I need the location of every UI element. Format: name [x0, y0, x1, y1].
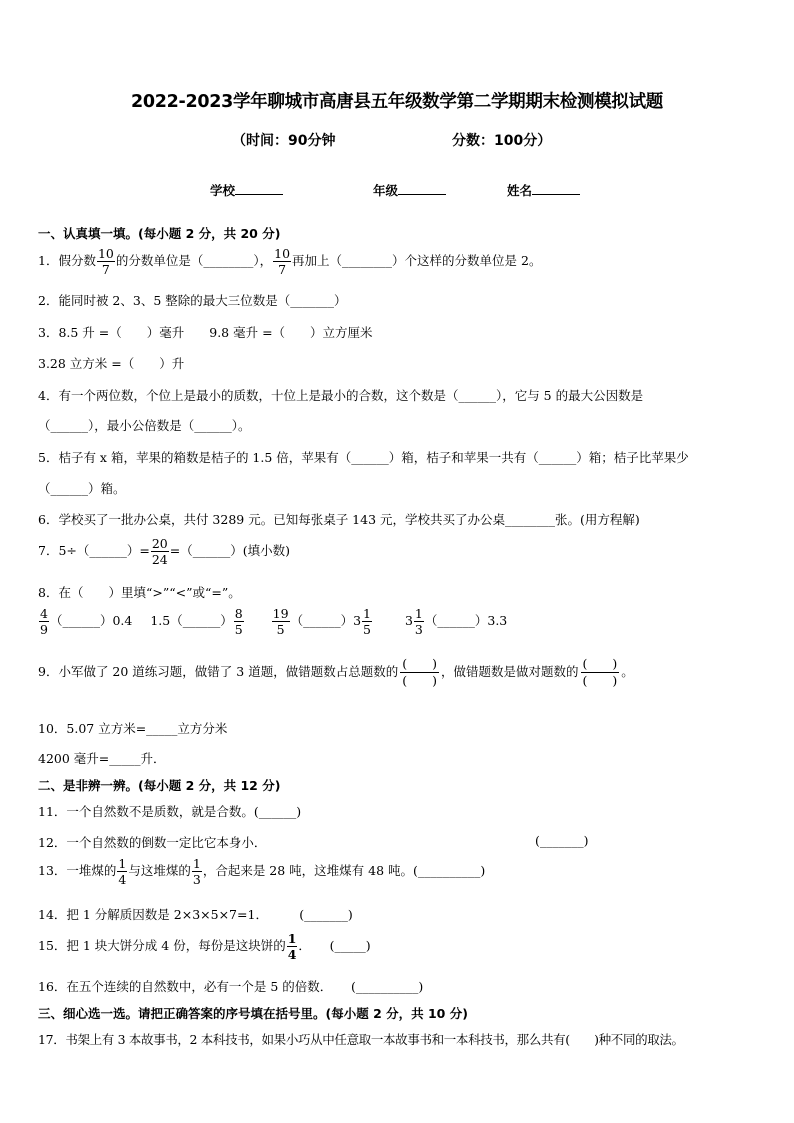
question-16: 16．在五个连续的自然数中，必有一个是 5 的倍数． (__________)	[38, 979, 424, 994]
exam-time: （时间：90分钟	[232, 133, 336, 149]
grade-field[interactable]: 年级	[373, 181, 446, 199]
question-12-answer: (_______)	[535, 833, 589, 848]
question-3b: 3.28 立方米 =（ ）升	[38, 356, 185, 371]
question-4a: 4．有一个两位数，个位上是最小的质数，十位上是最小的合数，这个数是（______），它与 5 的最大公因数是	[38, 388, 644, 403]
question-10a: 10．5.07 立方米=_____立方分米	[38, 721, 228, 736]
question-14: 14．把 1 分解质因数是 2×3×5×7=1． (_______)	[38, 907, 353, 922]
page-title: 2022-2023学年聊城市高唐县五年级数学第二学期期末检测模拟试题	[131, 92, 663, 112]
question-6: 6．学校买了一批办公桌，共付 3289 元。已知每张桌子 143 元，学校共买了办公桌________张。(用方程解)	[38, 512, 640, 527]
school-field[interactable]: 学校	[210, 181, 283, 199]
question-11: 11．一个自然数不是质数，就是合数。(______)	[38, 804, 302, 819]
name-field[interactable]: 姓名	[507, 181, 580, 199]
section-3-heading: 三、细心选一选。请把正确答案的序号填在括号里。(每小题 2 分，共 10 分)	[38, 1006, 468, 1021]
section-1-heading: 一、认真填一填。(每小题 2 分，共 20 分)	[38, 226, 281, 241]
question-8: 8．在（ ）里填“>”“<”或“=”。	[38, 585, 241, 600]
question-15: 15．把 1 块大饼分成 4 份，每份是这块饼的 $\frac{1}{4}$ ． (_____)	[38, 931, 371, 962]
question-4b: （______），最小公倍数是（______）。	[38, 418, 251, 433]
question-17: 17．书架上有 3 本故事书，2 本科技书，如果小巧从中任意取一本故事书和一本科技书，那么共有( )种不同的取法。	[38, 1032, 684, 1047]
question-10b: 4200 毫升=_____升．	[38, 751, 166, 766]
question-12: 12．一个自然数的倒数一定比它本身小．	[38, 835, 267, 850]
question-13: 13．一堆煤的 $\frac{1}{4}$ 与这堆煤的 $\frac{1}{3}$ ，合起来是 28 吨，这堆煤有 48 吨。(__________)	[38, 856, 486, 887]
exam-score: 分数：100分）	[452, 133, 552, 149]
question-3a: 3．8.5 升 =（ ）毫升 9.8 毫升 =（ ）立方厘米	[38, 325, 373, 340]
question-2: 2．能同时被 2、3、5 整除的最大三位数是（_______）	[38, 293, 347, 308]
question-1: 1．假分数 $\frac{10}{7}$ 的分数单位是（________）， $\frac{10}{7}$ 再加上（________）个这样的分数单位是 2。	[38, 246, 542, 277]
question-7: 7．5÷（______）= $\frac{20}{24}$ =（______）(填小数)	[38, 536, 290, 567]
question-5a: 5．桔子有 x 箱，苹果的箱数是桔子的 1.5 倍，苹果有（______）箱，桔子和苹果一共有（______）箱；桔子比苹果少	[38, 450, 689, 465]
question-9: 9．小军做了 20 道练习题，做错了 3 道题，做错题数占总题数的 ( ) ( ) ，做错题数是做对题数的 ( ) ( ) 。	[38, 656, 634, 688]
question-5b: （______）箱。	[38, 481, 126, 496]
question-8-items: $\frac{4}{9}$ （______）0.4 1.5（______） $\frac{8}{5}$ $\frac{19}{5}$ （______）3 $\frac{1}{5}$ 3 $\frac{1}{3}$ （______）3.3	[40, 606, 508, 637]
section-2-heading: 二、是非辨一辨。(每小题 2 分，共 12 分)	[38, 778, 281, 793]
